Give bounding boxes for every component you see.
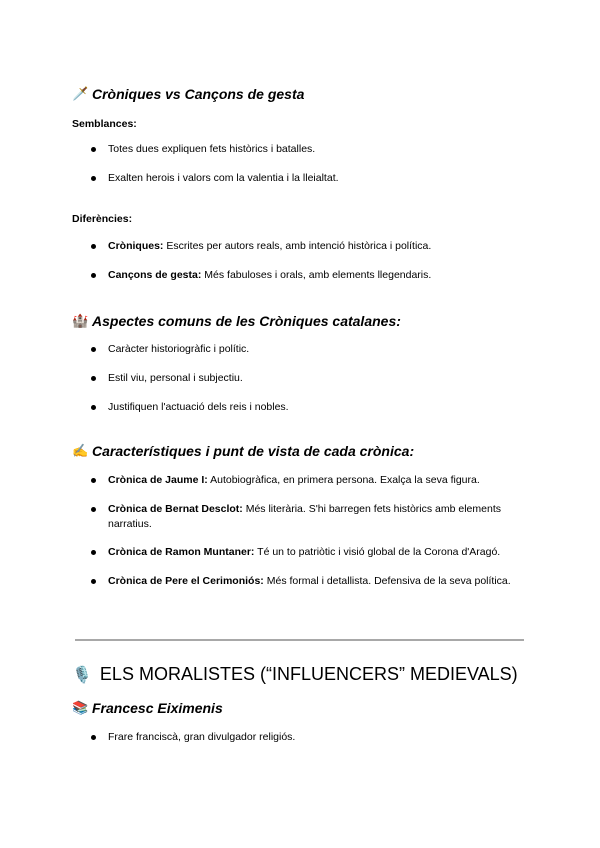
section-heading-common-aspects xyxy=(72,313,401,329)
list-item-term: Crònica de Pere el Cerimoniós: xyxy=(108,575,264,587)
list-item-text: Té un to patriòtic i visió global de la Corona d'Aragó. xyxy=(254,546,501,558)
similarities-label: Semblances: xyxy=(72,118,137,130)
castle-icon: 🏰 xyxy=(72,313,89,328)
section-heading-text: Característiques i punt de vista de cada crònica: xyxy=(92,443,415,459)
list-item-term: Crònica de Bernat Desclot: xyxy=(108,503,243,515)
list-item-term: Crònica de Jaume I: xyxy=(108,474,208,486)
microphone-icon: 🎙️ xyxy=(72,666,92,684)
list-item-text: Més fabuloses i orals, amb elements llegendaris. xyxy=(201,269,432,281)
list-item: Justifiquen l'actuació dels reis i nobles. xyxy=(108,400,528,415)
list-item: Estil viu, personal i subjectiu. xyxy=(108,371,528,386)
section-heading-text: Aspectes comuns de les Cròniques catalanes: xyxy=(92,313,401,329)
list-item-term: Cançons de gesta: xyxy=(108,269,202,281)
list-item: Caràcter historiogràfic i polític. xyxy=(108,342,528,357)
list-item-text: Autobiogràfica, en primera persona. Exalça la seva figura. xyxy=(207,474,480,486)
dagger-icon: 🗡️ xyxy=(72,86,89,101)
list-item xyxy=(108,473,528,488)
list-item-text: Escrites per autors reals, amb intenció històrica i política. xyxy=(163,240,432,252)
section-heading-chronicles-vs-songs xyxy=(72,86,304,102)
list-item-term: Crònica de Ramon Muntaner: xyxy=(108,546,255,558)
list-item xyxy=(108,239,528,254)
list-item: Exalten herois i valors com la valentia i la lleialtat. xyxy=(108,171,528,186)
section-heading-eiximenis xyxy=(72,700,223,716)
section-heading-characteristics xyxy=(72,443,414,459)
differences-label: Diferències: xyxy=(72,213,133,225)
writing-hand-icon: ✍️ xyxy=(72,443,89,458)
list-item-text: Més formal i detallista. Defensiva de la seva política. xyxy=(263,575,511,587)
list-item xyxy=(108,574,528,589)
section-heading-text: Francesc Eiximenis xyxy=(92,700,223,716)
list-item xyxy=(108,502,528,532)
list-item: Frare franciscà, gran divulgador religiós. xyxy=(108,730,528,745)
list-item xyxy=(108,268,528,283)
list-item: Totes dues expliquen fets històrics i batalles. xyxy=(108,142,528,157)
horizontal-divider xyxy=(75,639,524,641)
section-heading-text: ELS MORALISTES (“INFLUENCERS” MEDIEVALS) xyxy=(99,664,518,684)
section-heading-text: Cròniques vs Cançons de gesta xyxy=(92,86,305,102)
list-item-term: Cròniques: xyxy=(108,240,164,252)
list-item-text: Més literària. S'hi barregen fets històrics amb elements narratius. xyxy=(108,503,501,530)
books-icon: 📚 xyxy=(72,700,89,715)
section-heading-moralists xyxy=(72,664,518,685)
list-item xyxy=(108,545,528,560)
